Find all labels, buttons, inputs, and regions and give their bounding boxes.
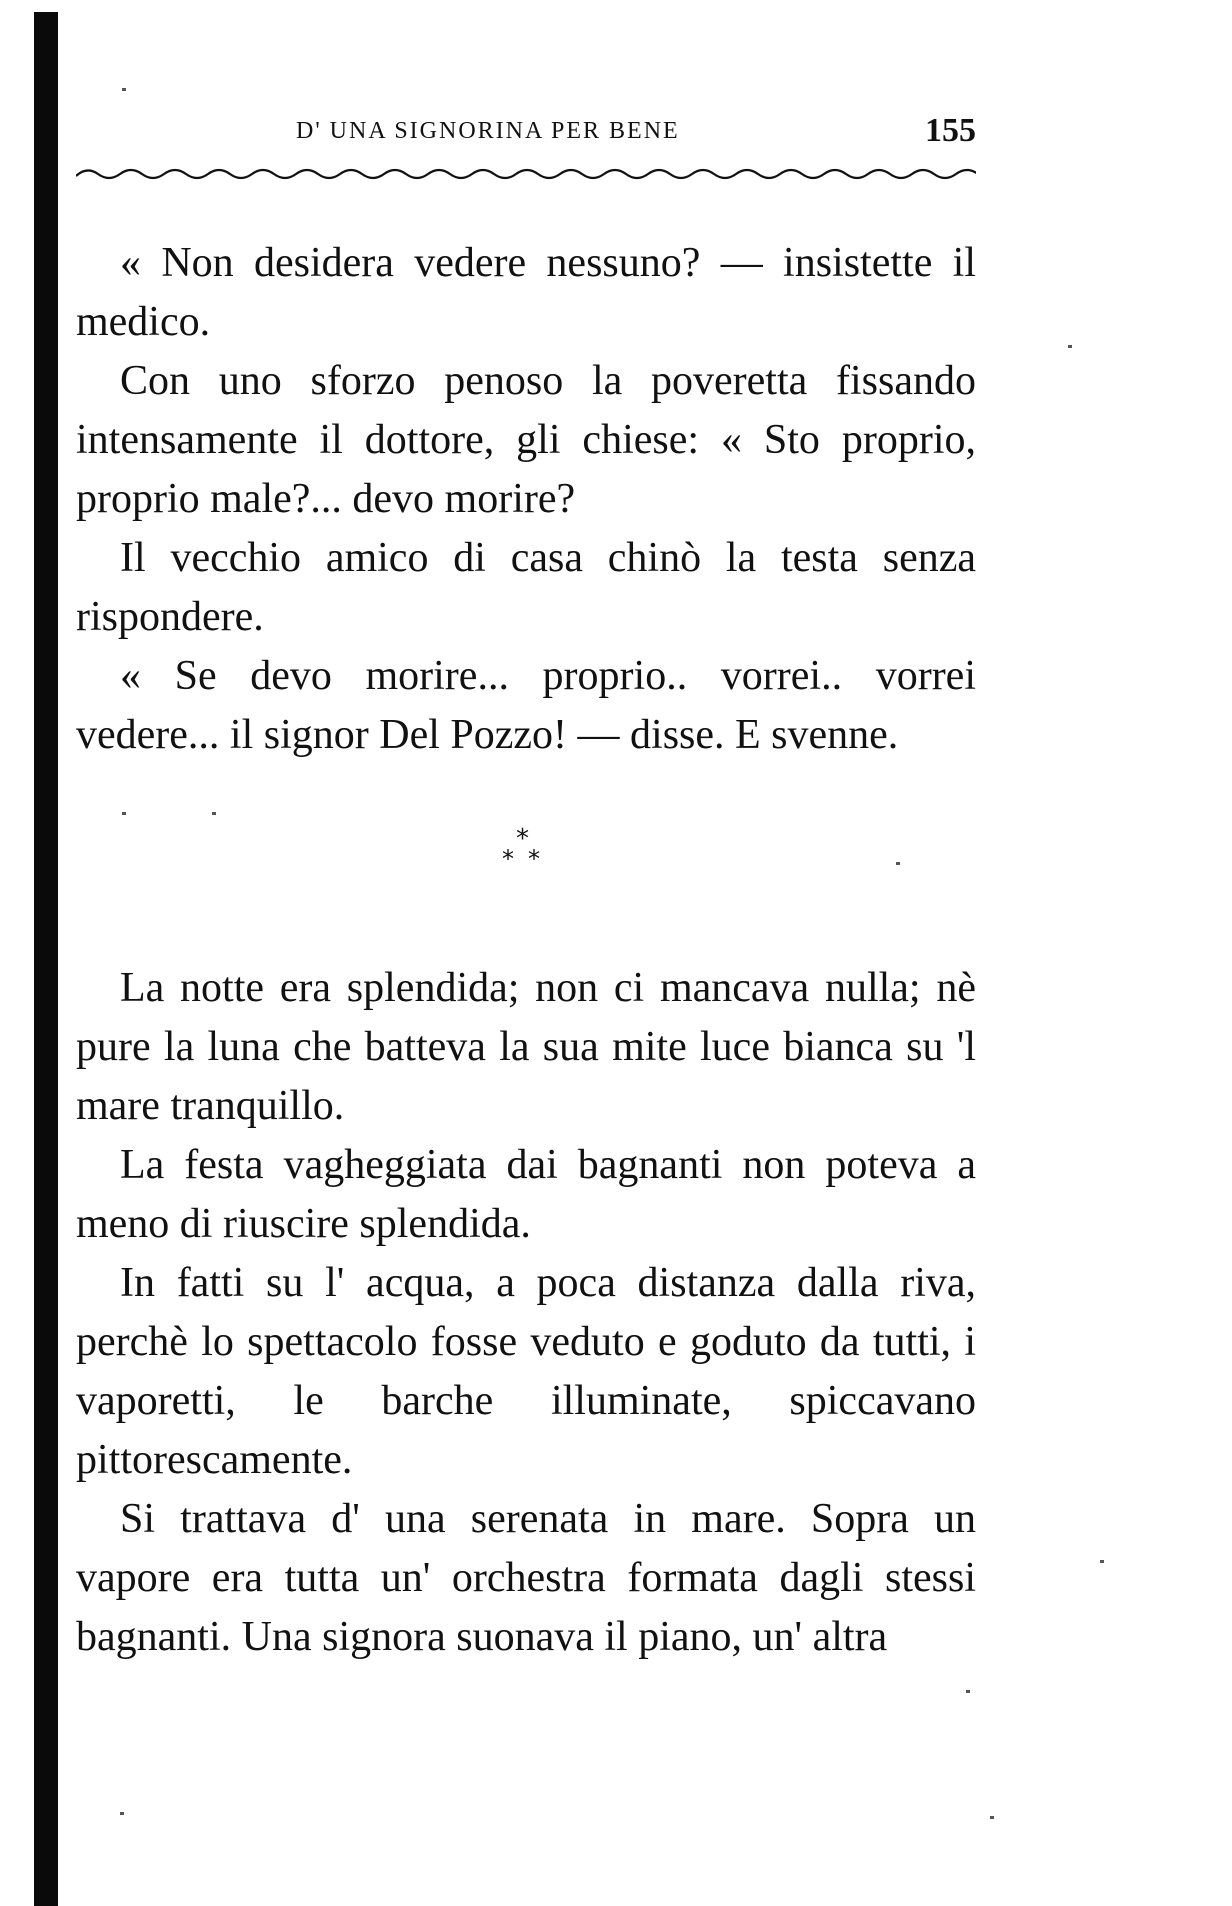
- running-title: D' UNA SIGNORINA PER BENE: [296, 118, 680, 144]
- asterism-icon: [500, 827, 550, 871]
- wavy-rule-ornament: [76, 162, 976, 186]
- paper-speck: [990, 1816, 994, 1819]
- paper-speck: [896, 862, 900, 865]
- paragraph: « Se devo morire... proprio.. vorrei.. vorrei vedere... il signor Del Pozzo! — disse. E svenne.: [76, 653, 976, 758]
- svg-text:*: *: [528, 845, 540, 871]
- binding-edge-shadow: [34, 12, 58, 1906]
- paragraph: La notte era splendida; non ci mancava nulla; nè pure la luna che batteva la sua mite luce bianca su 'l mare tranquillo.: [76, 965, 976, 1129]
- paragraph: Con uno sforzo penoso la poveretta fissando intensamente il dottore, gli chiese: « Sto proprio, proprio male?... devo morire?: [76, 358, 976, 522]
- running-header: [76, 112, 976, 152]
- paragraph: Si trattava d' una serenata in mare. Sopra un vapore era tutta un' orchestra formata dagli stessi bagnanti. Una signora suonava il piano, un' altra: [76, 1496, 976, 1660]
- page-number: 155: [925, 112, 976, 149]
- paragraph: « Non desidera vedere nessuno? — insistette il medico.: [76, 240, 976, 345]
- paper-speck: [1068, 345, 1072, 348]
- paper-speck: [122, 88, 126, 91]
- paper-speck: [122, 812, 126, 815]
- section-separator: [76, 765, 976, 959]
- svg-text:*: *: [516, 827, 529, 854]
- paper-speck: [212, 812, 216, 815]
- paragraph: In fatti su l' acqua, a poca distanza dalla riva, perchè lo spettacolo fosse veduto e goduto da tutti, i vaporetti, le barche illuminate, spiccavano pittorescamente.: [76, 1260, 976, 1483]
- paper-speck: [966, 1690, 970, 1693]
- paper-speck: [120, 1812, 124, 1815]
- paragraph: La festa vagheggiata dai bagnanti non poteva a meno di riuscire splendida.: [76, 1142, 976, 1247]
- paper-speck: [1100, 1560, 1104, 1563]
- body-text: [76, 234, 976, 1667]
- svg-text:*: *: [502, 845, 514, 871]
- paragraph: Il vecchio amico di casa chinò la testa senza rispondere.: [76, 535, 976, 640]
